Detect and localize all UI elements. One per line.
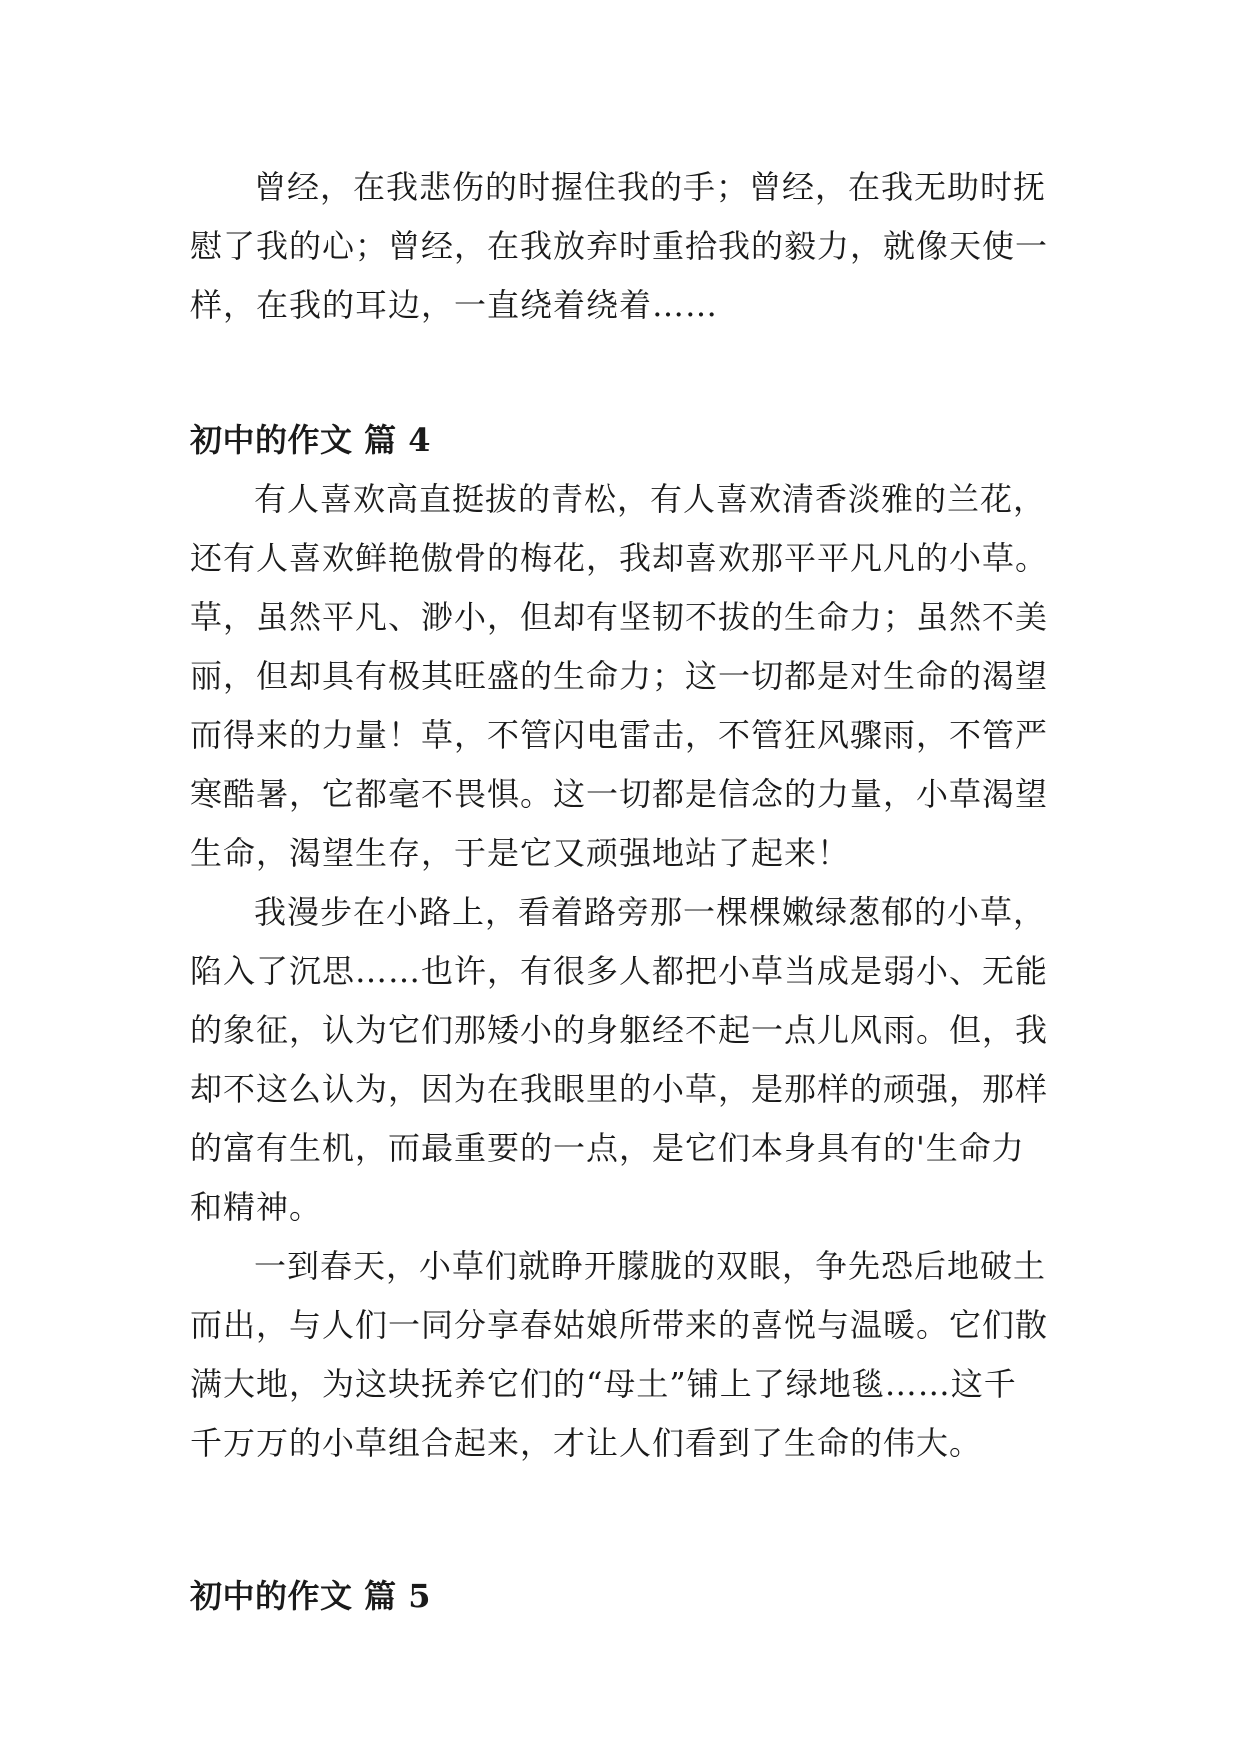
section-heading-4: 初中的作文 篇 4 — [190, 421, 432, 459]
text-line: 我漫步在小路上，看着路旁那一棵棵嫩绿葱郁的小草， — [254, 893, 1047, 931]
text-line: 千万万的小草组合起来，才让人们看到了生命的伟大。 — [190, 1424, 983, 1462]
paragraph-4-2 — [190, 883, 1060, 1237]
text-line: 曾经，在我悲伤的时握住我的手；曾经，在我无助时抚 — [254, 168, 1047, 206]
text-line: 有人喜欢高直挺拔的青松，有人喜欢清香淡雅的兰花， — [254, 480, 1047, 518]
paragraph-4-3 — [190, 1237, 1060, 1473]
text-line: 陷入了沉思……也许，有很多人都把小草当成是弱小、无能 — [190, 952, 1049, 990]
text-line: 慰了我的心；曾经，在我放弃时重拾我的毅力，就像天使一 — [190, 227, 1049, 265]
section-heading-5: 初中的作文 篇 5 — [190, 1577, 432, 1615]
paragraph-4-1 — [190, 470, 1060, 883]
text-line: 一到春天，小草们就睁开朦胧的双眼，争先恐后地破土 — [254, 1247, 1047, 1285]
text-line: 丽，但却具有极其旺盛的生命力；这一切都是对生命的渴望 — [190, 657, 1049, 695]
text-line: 还有人喜欢鲜艳傲骨的梅花，我却喜欢那平平凡凡的小草。 — [190, 539, 1049, 577]
text-line: 样，在我的耳边，一直绕着绕着…… — [190, 286, 719, 324]
text-line: 的象征，认为它们那矮小的身躯经不起一点儿风雨。但，我 — [190, 1011, 1049, 1049]
text-line: 满大地，为这块抚养它们的“母土”铺上了绿地毯……这千 — [190, 1365, 1017, 1403]
text-line: 却不这么认为，因为在我眼里的小草，是那样的顽强，那样 — [190, 1070, 1049, 1108]
intro-paragraph — [190, 158, 1060, 335]
text-line: 的富有生机，而最重要的一点，是它们本身具有的'生命力 — [190, 1129, 1025, 1167]
text-line: 草，虽然平凡、渺小，但却有坚韧不拔的生命力；虽然不美 — [190, 598, 1049, 636]
document-page — [190, 158, 1060, 1626]
text-line: 寒酷暑，它都毫不畏惧。这一切都是信念的力量，小草渴望 — [190, 775, 1049, 813]
text-line: 和精神。 — [190, 1188, 323, 1226]
text-line: 而得来的力量！草，不管闪电雷击，不管狂风骤雨，不管严 — [190, 716, 1049, 754]
text-line: 生命，渴望生存，于是它又顽强地站了起来！ — [190, 834, 851, 872]
text-line: 而出，与人们一同分享春姑娘所带来的喜悦与温暖。它们散 — [190, 1306, 1049, 1344]
